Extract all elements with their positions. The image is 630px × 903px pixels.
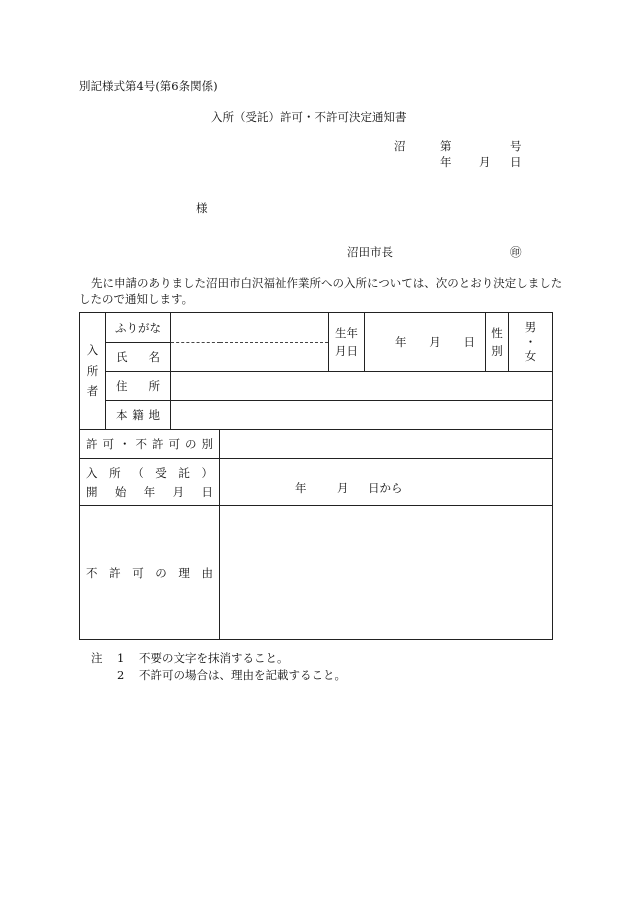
- start-label-char: 日: [201, 484, 213, 499]
- decision-label-char: 可: [102, 437, 114, 451]
- furigana-field[interactable]: [171, 313, 329, 343]
- name-label: [106, 343, 171, 372]
- notes: [91, 650, 346, 684]
- start-label-char: （: [132, 465, 144, 480]
- domicile-field[interactable]: [171, 401, 553, 430]
- sex-female: 女: [524, 349, 537, 364]
- note-number: 2: [117, 668, 125, 682]
- sex-label-char: 別: [491, 344, 503, 358]
- start-label-char: 月: [172, 484, 185, 499]
- start-label-char: 受: [155, 465, 167, 480]
- intro-text-continued: したので通知します。: [79, 292, 194, 306]
- name-label-char: 名: [148, 350, 160, 364]
- sex-male: 男: [524, 320, 537, 335]
- furigana-label: ふりがな: [106, 313, 171, 343]
- start-day-suffix: 日から: [368, 481, 403, 495]
- birth-date-field[interactable]: [365, 313, 486, 372]
- issuer-name: 沼田市長: [347, 245, 393, 259]
- decision-label-char: 許: [86, 437, 98, 451]
- note-text: 不要の文字を抹消すること。: [139, 651, 289, 665]
- issue-date-month: 月: [479, 155, 491, 169]
- seal-mark: ㊞: [510, 245, 522, 259]
- start-year: 年: [295, 481, 307, 495]
- reason-label-char: 理: [178, 565, 190, 580]
- reason-label-char: 許: [109, 565, 121, 580]
- doc-no-char-1: 沼: [394, 139, 406, 153]
- start-label-char: 所: [109, 465, 121, 480]
- reason-field[interactable]: [220, 506, 553, 640]
- reason-label-char: 不: [86, 565, 98, 580]
- form-number: 別記様式第4号(第6条関係): [79, 79, 218, 93]
- decision-label-char: の: [185, 437, 197, 451]
- section-label-char: 所: [86, 363, 99, 378]
- reason-label: [80, 506, 220, 640]
- birth-year: 年: [395, 335, 407, 349]
- issue-date-year: 年: [440, 155, 452, 169]
- name-field[interactable]: [171, 343, 329, 372]
- decision-field[interactable]: [220, 430, 553, 459]
- start-label-char: 託: [178, 465, 190, 480]
- notes-label: 注: [91, 651, 103, 665]
- application-table: [79, 312, 553, 640]
- address-label-char: 住: [116, 379, 128, 393]
- birth-label-line: 生年: [335, 325, 358, 340]
- birth-month: 月: [429, 335, 441, 349]
- address-label: [106, 372, 171, 401]
- domicile-label-char: 籍: [132, 408, 144, 422]
- sex-separator: ・: [524, 334, 537, 349]
- address-label-char: 所: [148, 379, 160, 393]
- birth-label-line: 月日: [335, 344, 358, 358]
- note-number: 1: [117, 651, 125, 665]
- domicile-label-char: 本: [116, 408, 128, 422]
- intro-text: 先に申請のありました沼田市白沢福祉作業所への入所については、次のとおり決定しました: [91, 276, 563, 290]
- start-label-char: ）: [201, 465, 213, 480]
- document-title: 入所（受託）許可・不許可決定通知書: [211, 110, 407, 124]
- decision-label-char: 可: [168, 437, 180, 451]
- start-date-field[interactable]: [220, 459, 553, 506]
- start-label-char: 開: [86, 484, 98, 499]
- decision-label-char: 別: [201, 437, 213, 451]
- sex-value-field[interactable]: [509, 313, 553, 372]
- start-date-label: [80, 459, 220, 506]
- decision-label-char: 不: [135, 437, 147, 451]
- addressee-suffix: 様: [196, 201, 208, 215]
- issue-date-day: 日: [510, 155, 522, 169]
- doc-no-char-3: 号: [510, 139, 522, 153]
- reason-label-char: の: [155, 565, 167, 580]
- section-label-char: 入: [86, 342, 99, 357]
- note-item: [91, 650, 346, 667]
- decision-label: [80, 430, 220, 459]
- start-label-char: 年: [143, 484, 156, 499]
- reason-label-char: 可: [132, 565, 144, 580]
- note-item: [91, 667, 346, 684]
- decision-label-char: ・: [119, 437, 131, 451]
- sex-label-char: 性: [491, 325, 503, 340]
- section-label-char: 者: [86, 384, 99, 399]
- name-label-char: 氏: [116, 350, 128, 364]
- birth-day: 日: [463, 335, 475, 349]
- start-label-char: 始: [114, 484, 127, 499]
- reason-label-char: 由: [201, 565, 213, 580]
- domicile-label-char: 地: [148, 408, 160, 422]
- start-month: 月: [337, 481, 349, 495]
- birth-label-cell: [329, 313, 365, 372]
- note-text: 不許可の場合は、理由を記載すること。: [139, 668, 346, 682]
- address-field[interactable]: [171, 372, 553, 401]
- doc-no-char-2: 第: [440, 139, 452, 153]
- start-label-char: 入: [86, 465, 98, 480]
- decision-label-char: 許: [152, 437, 164, 451]
- sex-label-cell: [486, 313, 509, 372]
- domicile-label: [106, 401, 171, 430]
- section-label-cell: [80, 313, 106, 430]
